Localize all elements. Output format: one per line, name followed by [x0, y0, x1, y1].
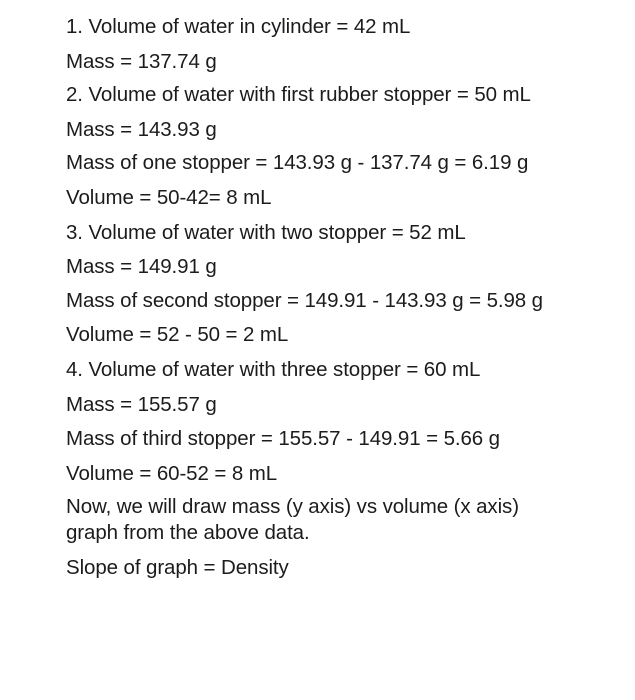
slope-statement: Slope of graph = Density: [66, 555, 289, 579]
second-stopper-mass: Mass of second stopper = 149.91 - 143.93 g = 5.98 g: [66, 288, 543, 312]
first-stopper-mass: Mass of one stopper = 143.93 g - 137.74 g = 6.19 g: [66, 151, 529, 175]
step-4-volume: 4. Volume of water with three stopper = 60 mL: [66, 357, 481, 381]
step-2-volume: 2. Volume of water with first rubber stopper = 50 mL: [66, 83, 531, 107]
step-1-mass: Mass = 137.74 g: [66, 49, 217, 73]
third-stopper-mass: Mass of third stopper = 155.57 - 149.91 = 5.66 g: [66, 427, 500, 451]
third-stopper-volume: Volume = 60-52 = 8 mL: [66, 461, 278, 485]
step-4-mass: Mass = 155.57 g: [66, 392, 217, 416]
step-3-mass: Mass = 149.91 g: [66, 255, 217, 279]
graph-instruction: Now, we will draw mass (y axis) vs volume (x axis) graph from the above data.: [66, 495, 519, 545]
step-1-volume: 1. Volume of water in cylinder = 42 mL: [66, 15, 411, 38]
step-2-mass: Mass = 143.93 g: [66, 117, 217, 141]
second-stopper-volume: Volume = 52 - 50 = 2 mL: [66, 323, 289, 347]
solution-text-block: [66, 13, 576, 589]
step-3-volume: 3. Volume of water with two stopper = 52 mL: [66, 220, 466, 244]
first-stopper-volume: Volume = 50-42= 8 mL: [66, 185, 272, 209]
